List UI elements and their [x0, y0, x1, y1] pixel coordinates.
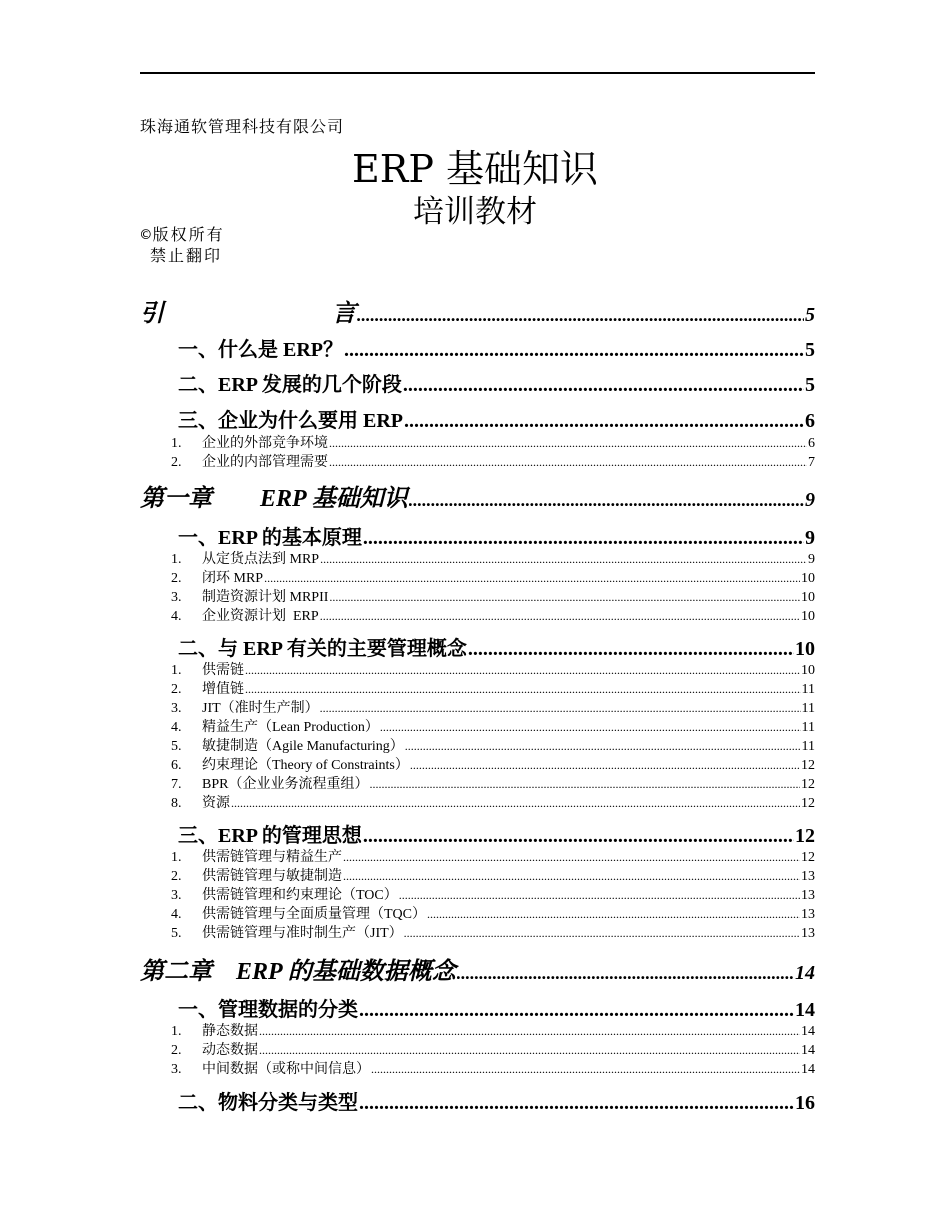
toc-dot-leader: [457, 963, 794, 984]
toc-entry-title: 一、ERP 的基本原理: [178, 527, 362, 549]
toc-page-number: 12: [801, 850, 815, 865]
toc-dot-leader: [259, 1043, 800, 1058]
toc-entry-label: [140, 846, 342, 866]
toc-dot-leader: [320, 552, 807, 567]
toc-entry-label: [178, 521, 362, 550]
copyright-line: ©版权所有: [141, 225, 225, 244]
toc-dot-leader: [343, 869, 800, 884]
toc-section[interactable]: [140, 819, 815, 849]
toc-item-number: 4.: [171, 907, 182, 922]
toc-dot-leader: [409, 490, 804, 511]
toc-page-number: 11: [801, 720, 815, 735]
toc-item[interactable]: [140, 884, 815, 903]
toc-item[interactable]: [140, 548, 815, 567]
toc-item-number: 1.: [171, 436, 182, 451]
toc-page-number: 12: [801, 758, 815, 773]
toc-entry-title: BPR（企业业务流程重组）: [202, 777, 369, 792]
toc-dot-leader: [343, 850, 800, 865]
toc-item[interactable]: [140, 605, 815, 624]
toc-entry-label: [140, 432, 328, 452]
toc-entry-title: 三、ERP 的管理思想: [178, 825, 362, 847]
toc-item[interactable]: [140, 903, 815, 922]
toc-chapter[interactable]: [140, 293, 815, 327]
header-rule: [140, 72, 815, 74]
toc-page-number: 10: [801, 609, 815, 624]
toc-item[interactable]: [140, 865, 815, 884]
toc-entry-label: [140, 697, 319, 717]
toc-entry-title: 制造资源计划 MRPII: [202, 590, 329, 605]
toc-dot-leader: [320, 701, 801, 716]
toc-page-number: 14: [801, 1024, 815, 1039]
toc-section[interactable]: [140, 521, 815, 551]
toc-dot-leader: [410, 758, 800, 773]
toc-entry-title: 约束理论（Theory of Constraints）: [202, 758, 409, 773]
toc-entry-title: 企业资源计划 ERP: [202, 609, 319, 624]
toc-dot-leader: [363, 825, 794, 848]
toc-entry-title: 敏捷制造（Agile Manufacturing）: [202, 739, 404, 754]
toc-item-number: 8.: [171, 796, 182, 811]
toc-page-number: 14: [801, 1062, 815, 1077]
toc-item[interactable]: [140, 922, 815, 941]
toc-entry-label: [140, 716, 379, 736]
toc-entry-title: 供需链管理与全面质量管理（TQC）: [202, 907, 426, 922]
toc-dot-leader: [405, 739, 801, 754]
toc-dot-leader: [380, 720, 801, 735]
toc-entry-label: [140, 792, 230, 812]
toc-dot-leader: [357, 305, 804, 326]
toc-page-number: 10: [795, 638, 815, 660]
toc-dot-leader: [359, 1092, 794, 1115]
toc-entry-title: 第二章 ERP 的基础数据概念: [140, 959, 456, 985]
toc-page-number: 11: [801, 682, 815, 697]
toc-section[interactable]: [140, 333, 815, 363]
toc-dot-leader: [320, 609, 800, 624]
toc-item-number: 2.: [171, 682, 182, 697]
toc-item-number: 1.: [171, 552, 182, 567]
toc-item-number: 1.: [171, 1024, 182, 1039]
toc-entry-label: [140, 451, 328, 471]
toc-item-number: 4.: [171, 720, 182, 735]
toc-entry-label: [140, 773, 368, 793]
toc-entry-label: [140, 922, 403, 942]
toc-page-number: 11: [801, 701, 815, 716]
toc-dot-leader: [259, 1024, 800, 1039]
toc-entry-title: 动态数据: [202, 1043, 258, 1058]
toc-entry-label: [140, 1039, 258, 1059]
toc-entry-label: [140, 567, 263, 587]
toc-entry-title: 供需链管理和约束理论（TOC）: [202, 888, 398, 903]
toc-page-number: 10: [801, 590, 815, 605]
toc-section[interactable]: [140, 993, 815, 1023]
toc-page-number: 5: [805, 339, 815, 361]
toc-entry-label: [140, 1058, 370, 1078]
toc-item-number: 2.: [171, 455, 182, 470]
toc-entry-label: [178, 1086, 358, 1115]
toc-dot-leader: [371, 1062, 800, 1077]
toc-item[interactable]: [140, 773, 815, 792]
toc-item[interactable]: [140, 659, 815, 678]
toc-dot-leader: [264, 571, 800, 586]
toc-entry-title: 企业的内部管理需要: [202, 455, 328, 470]
toc-entry-label: [140, 605, 319, 625]
toc-dot-leader: [404, 410, 804, 433]
toc-entry-label: [178, 368, 402, 397]
toc-entry-title: 供需链管理与精益生产: [202, 850, 342, 865]
toc-entry-label: [178, 819, 362, 848]
toc-entry-label: [140, 903, 426, 923]
toc-dot-leader: [468, 638, 794, 661]
toc-entry-title: 企业的外部竞争环境: [202, 436, 328, 451]
toc-page-number: 12: [801, 777, 815, 792]
toc-page-number: 5: [805, 304, 815, 326]
toc-page-number: 16: [795, 1092, 815, 1114]
toc-entry-title: 从定货点法到 MRP: [202, 552, 320, 567]
toc-page-number: 10: [801, 663, 815, 678]
toc-entry-title: 精益生产（Lean Production）: [202, 720, 379, 735]
toc-item-number: 7.: [171, 777, 182, 792]
toc-entry-title: 三、企业为什么要用 ERP: [178, 410, 403, 432]
toc-entry-label: [140, 865, 342, 885]
toc-dot-leader: [245, 682, 801, 697]
toc-dot-leader: [404, 926, 800, 941]
toc-page-number: 12: [795, 825, 815, 847]
toc-entry-title: 增值链: [202, 682, 244, 697]
toc-page-number: 5: [805, 374, 815, 396]
toc-entry-label: [178, 404, 403, 433]
toc-page-number: 9: [805, 527, 815, 549]
toc-entry-title: 供需链管理与敏捷制造: [202, 869, 342, 884]
toc-page-number: 10: [801, 571, 815, 586]
toc-entry-title: 二、ERP 发展的几个阶段: [178, 374, 402, 396]
toc-entry-label: [140, 478, 408, 513]
toc-page-number: 6: [805, 410, 815, 432]
toc-item[interactable]: [140, 678, 815, 697]
toc-item-number: 2.: [171, 1043, 182, 1058]
toc-dot-leader: [245, 663, 800, 678]
toc-item[interactable]: [140, 792, 815, 811]
toc-item-number: 3.: [171, 1062, 182, 1077]
toc-page-number: 14: [795, 962, 815, 984]
toc-dot-leader: [369, 777, 800, 792]
toc-page-number: 14: [801, 1043, 815, 1058]
toc-entry-title: 供需链管理与准时制生产（JIT）: [202, 926, 403, 941]
toc-entry-title: 一、什么是 ERP？: [178, 339, 343, 361]
toc-dot-leader: [329, 590, 800, 605]
toc-page-number: 13: [801, 926, 815, 941]
toc-item-number: 2.: [171, 571, 182, 586]
toc-page-number: 9: [808, 552, 815, 567]
toc-entry-label: [140, 678, 244, 698]
toc-entry-title: 第一章 ERP 基础知识: [140, 486, 408, 512]
toc-dot-leader: [329, 455, 807, 470]
toc-section[interactable]: [140, 404, 815, 434]
toc-item-number: 3.: [171, 701, 182, 716]
toc-item[interactable]: [140, 432, 815, 451]
toc-item[interactable]: [140, 1020, 815, 1039]
toc-item[interactable]: [140, 1058, 815, 1077]
toc-page-number: 13: [801, 869, 815, 884]
toc-entry-title: 引 言: [140, 301, 356, 327]
toc-item-number: 4.: [171, 609, 182, 624]
toc-page-number: 7: [808, 455, 815, 470]
toc-item[interactable]: [140, 1039, 815, 1058]
toc-entry-label: [140, 754, 409, 774]
toc-page-number: 9: [805, 489, 815, 511]
toc-section[interactable]: [140, 632, 815, 662]
toc-entry-label: [140, 1020, 258, 1040]
toc-dot-leader: [359, 999, 794, 1022]
toc-item-number: 5.: [171, 739, 182, 754]
toc-entry-title: 供需链: [202, 663, 244, 678]
toc-dot-leader: [363, 527, 804, 550]
toc-page-number: 12: [801, 796, 815, 811]
toc-entry-label: [140, 293, 356, 328]
toc-entry-label: [178, 632, 467, 661]
toc-item[interactable]: [140, 754, 815, 773]
toc-entry-title: JIT（准时生产制）: [202, 701, 319, 716]
toc-item[interactable]: [140, 586, 815, 605]
company-name: 珠海通软管理科技有限公司: [140, 117, 345, 136]
toc-dot-leader: [344, 339, 804, 362]
toc-item-number: 1.: [171, 850, 182, 865]
toc-entry-title: 二、物料分类与类型: [178, 1092, 358, 1114]
toc-chapter[interactable]: [140, 951, 815, 985]
toc-item-number: 6.: [171, 758, 182, 773]
toc-entry-title: 二、与 ERP 有关的主要管理概念: [178, 638, 467, 660]
toc-entry-label: [178, 333, 343, 362]
toc-entry-label: [140, 884, 398, 904]
toc-page-number: 13: [801, 888, 815, 903]
document-title: ERP 基础知识: [352, 147, 598, 191]
toc-item-number: 5.: [171, 926, 182, 941]
toc-chapter[interactable]: [140, 478, 815, 512]
toc-item-number: 2.: [171, 869, 182, 884]
toc-entry-label: [178, 993, 358, 1022]
toc-entry-label: [140, 951, 456, 986]
toc-section[interactable]: [140, 1086, 815, 1116]
toc-item[interactable]: [140, 735, 815, 754]
toc-item[interactable]: [140, 716, 815, 735]
toc-dot-leader: [231, 796, 800, 811]
toc-item-number: 3.: [171, 590, 182, 605]
copyright-notice: [141, 224, 225, 266]
toc-entry-label: [140, 735, 404, 755]
toc-dot-leader: [329, 436, 807, 451]
toc-item[interactable]: [140, 697, 815, 716]
toc-item[interactable]: [140, 451, 815, 470]
no-reprint-line: 禁止翻印: [150, 246, 223, 265]
toc-entry-title: 中间数据（或称中间信息）: [202, 1062, 370, 1077]
toc-entry-label: [140, 548, 319, 568]
toc-page-number: 6: [808, 436, 815, 451]
toc-section[interactable]: [140, 368, 815, 398]
toc-entry-title: 一、管理数据的分类: [178, 999, 358, 1021]
toc-page-number: 11: [801, 739, 815, 754]
document-subtitle: 培训教材: [413, 194, 537, 230]
toc-entry-title: 闭环 MRP: [202, 571, 264, 586]
toc-item[interactable]: [140, 846, 815, 865]
toc-entry-title: 静态数据: [202, 1024, 258, 1039]
toc-dot-leader: [403, 374, 804, 397]
toc-page-number: 13: [801, 907, 815, 922]
toc-entry-label: [140, 586, 328, 606]
toc-item-number: 3.: [171, 888, 182, 903]
toc-dot-leader: [399, 888, 800, 903]
toc-item-number: 1.: [171, 663, 182, 678]
toc-dot-leader: [427, 907, 800, 922]
toc-page-number: 14: [795, 999, 815, 1021]
toc-item[interactable]: [140, 567, 815, 586]
toc-entry-label: [140, 659, 244, 679]
toc-entry-title: 资源: [202, 796, 230, 811]
